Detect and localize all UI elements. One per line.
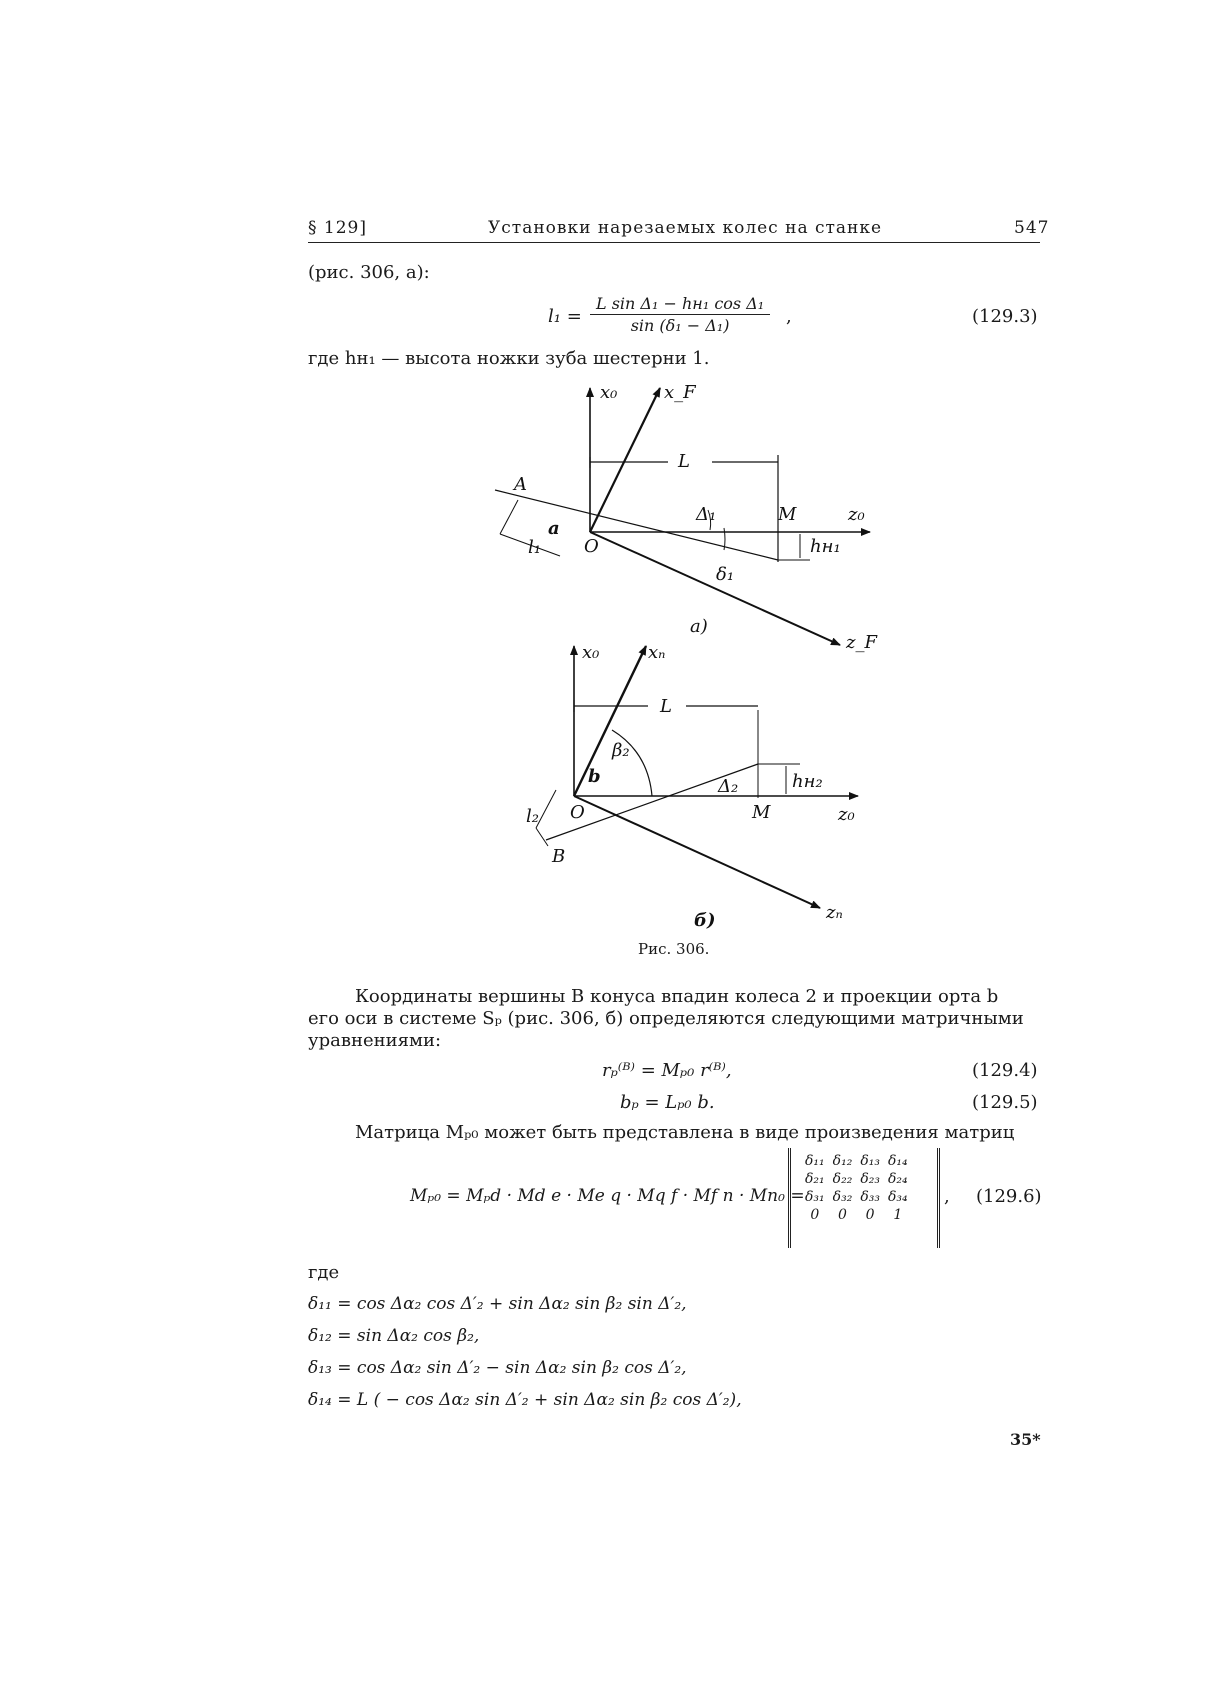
figure-a	[495, 388, 870, 645]
m23: δ₂₃	[860, 1171, 880, 1187]
page-number: 547	[1014, 218, 1050, 238]
m41: 0	[810, 1207, 820, 1223]
m33: δ₃₃	[860, 1189, 880, 1205]
eq1-number: (129.3)	[972, 306, 1038, 327]
def-delta14: δ₁₄ = L ( − cos Δα₂ sin Δ′₂ + sin Δα₂ sin β₂ cos Δ′₂),	[308, 1390, 742, 1410]
running-title: Установки нарезаемых колес на станке	[488, 218, 883, 238]
eq1-comma: ,	[786, 306, 792, 327]
label-xn-b: xₙ	[648, 642, 666, 663]
label-beta2: β₂	[612, 740, 630, 761]
eq5-number: (129.5)	[972, 1092, 1038, 1113]
m34: δ₃₄	[887, 1189, 908, 1205]
label-xF-a: x_F	[664, 382, 696, 403]
label-zn-b: zₙ	[826, 902, 843, 923]
m12: δ₁₂	[832, 1153, 853, 1169]
eq1-numerator: L sin Δ₁ − hн₁ cos Δ₁	[590, 294, 770, 315]
where-text: где	[308, 1262, 340, 1283]
where-h-text: где hн₁ — высота ножки зуба шестерни 1.	[308, 348, 710, 369]
m22: δ₂₂	[832, 1171, 853, 1187]
def-delta11: δ₁₁ = cos Δα₂ cos Δ′₂ + sin Δα₂ sin β₂ sin Δ′₂,	[308, 1294, 687, 1314]
axis-xF-a	[590, 388, 660, 532]
eq6-comma: ,	[944, 1186, 950, 1207]
m21: δ₂₁	[805, 1171, 825, 1187]
label-a-vec: a	[548, 518, 560, 539]
label-O-a: O	[584, 536, 599, 557]
matrix-M	[788, 1148, 940, 1248]
label-M-a: M	[778, 504, 797, 525]
m43: 0	[865, 1207, 875, 1223]
label-O-b: O	[570, 802, 585, 823]
label-B-b: B	[552, 846, 566, 867]
m31: δ₃₁	[805, 1189, 825, 1205]
axis-zn-b	[574, 796, 820, 908]
label-M-b: M	[752, 802, 771, 823]
signature-mark: 35*	[1010, 1430, 1041, 1449]
eq1-lhs: l₁ =	[548, 306, 582, 327]
para1-line3: уравнениями:	[308, 1030, 442, 1051]
label-L-a: L	[678, 451, 690, 472]
label-z0-a: z₀	[848, 504, 865, 525]
label-L-b: L	[660, 696, 672, 717]
label-l1-a: l₁	[528, 537, 541, 558]
eq4-formula: rₚ⁽ᴮ⁾ = Mₚ₀ r⁽ᴮ⁾,	[602, 1060, 732, 1081]
eq4-number: (129.4)	[972, 1060, 1038, 1081]
label-zF-a: z_F	[846, 632, 877, 653]
caption-a: a)	[690, 616, 708, 637]
m42: 0	[838, 1207, 847, 1223]
m13: δ₁₃	[860, 1153, 880, 1169]
label-x0-a: x₀	[600, 382, 618, 403]
eq6-lhs: Mₚ₀ = Mₚd · Md e · Me q · Mq f · Mf n · Mn₀ =	[410, 1186, 805, 1206]
m32: δ₃₂	[832, 1189, 853, 1205]
label-A-a: A	[514, 474, 527, 495]
eq6-number: (129.6)	[976, 1186, 1042, 1207]
label-x0-b: x₀	[582, 642, 600, 663]
def-delta13: δ₁₃ = cos Δα₂ sin Δ′₂ − sin Δα₂ sin β₂ cos Δ′₂,	[308, 1358, 687, 1378]
figure-caption: Рис. 306.	[638, 940, 710, 958]
label-hH1: hн₁	[810, 536, 841, 557]
m24: δ₂₄	[887, 1171, 908, 1187]
m44: 1	[893, 1207, 903, 1223]
label-delta1: δ₁	[716, 564, 735, 585]
intro-text: (рис. 306, a):	[308, 262, 430, 283]
label-l2-b: l₂	[526, 806, 539, 827]
para1-line1: Координаты вершины B конуса впадин колеса 2 и проекции орта b	[355, 986, 999, 1007]
label-b-vec: b	[588, 766, 601, 787]
def-delta12: δ₁₂ = sin Δα₂ cos β₂,	[308, 1326, 480, 1346]
section-number: § 129]	[308, 218, 367, 238]
label-hH2: hн₂	[792, 771, 823, 792]
m14: δ₁₄	[887, 1153, 908, 1169]
eq5-formula: bₚ = Lₚ₀ b.	[620, 1092, 715, 1113]
para1-line2: его оси в системе Sₚ (рис. 306, б) определяются следующими матричными	[308, 1008, 1024, 1029]
label-z0-b: z₀	[838, 804, 855, 825]
para2-text: Матрица Mₚ₀ может быть представлена в виде произведения матриц	[355, 1122, 1015, 1143]
caption-b: б)	[694, 910, 716, 931]
eq1-denominator: sin (δ₁ − Δ₁)	[630, 316, 730, 335]
axis-zF-a	[590, 532, 840, 645]
label-Delta2: Δ₂	[718, 776, 739, 797]
axis-xn-b	[574, 646, 646, 796]
m11: δ₁₁	[805, 1153, 825, 1169]
label-Delta1: Δ₁	[696, 504, 717, 525]
